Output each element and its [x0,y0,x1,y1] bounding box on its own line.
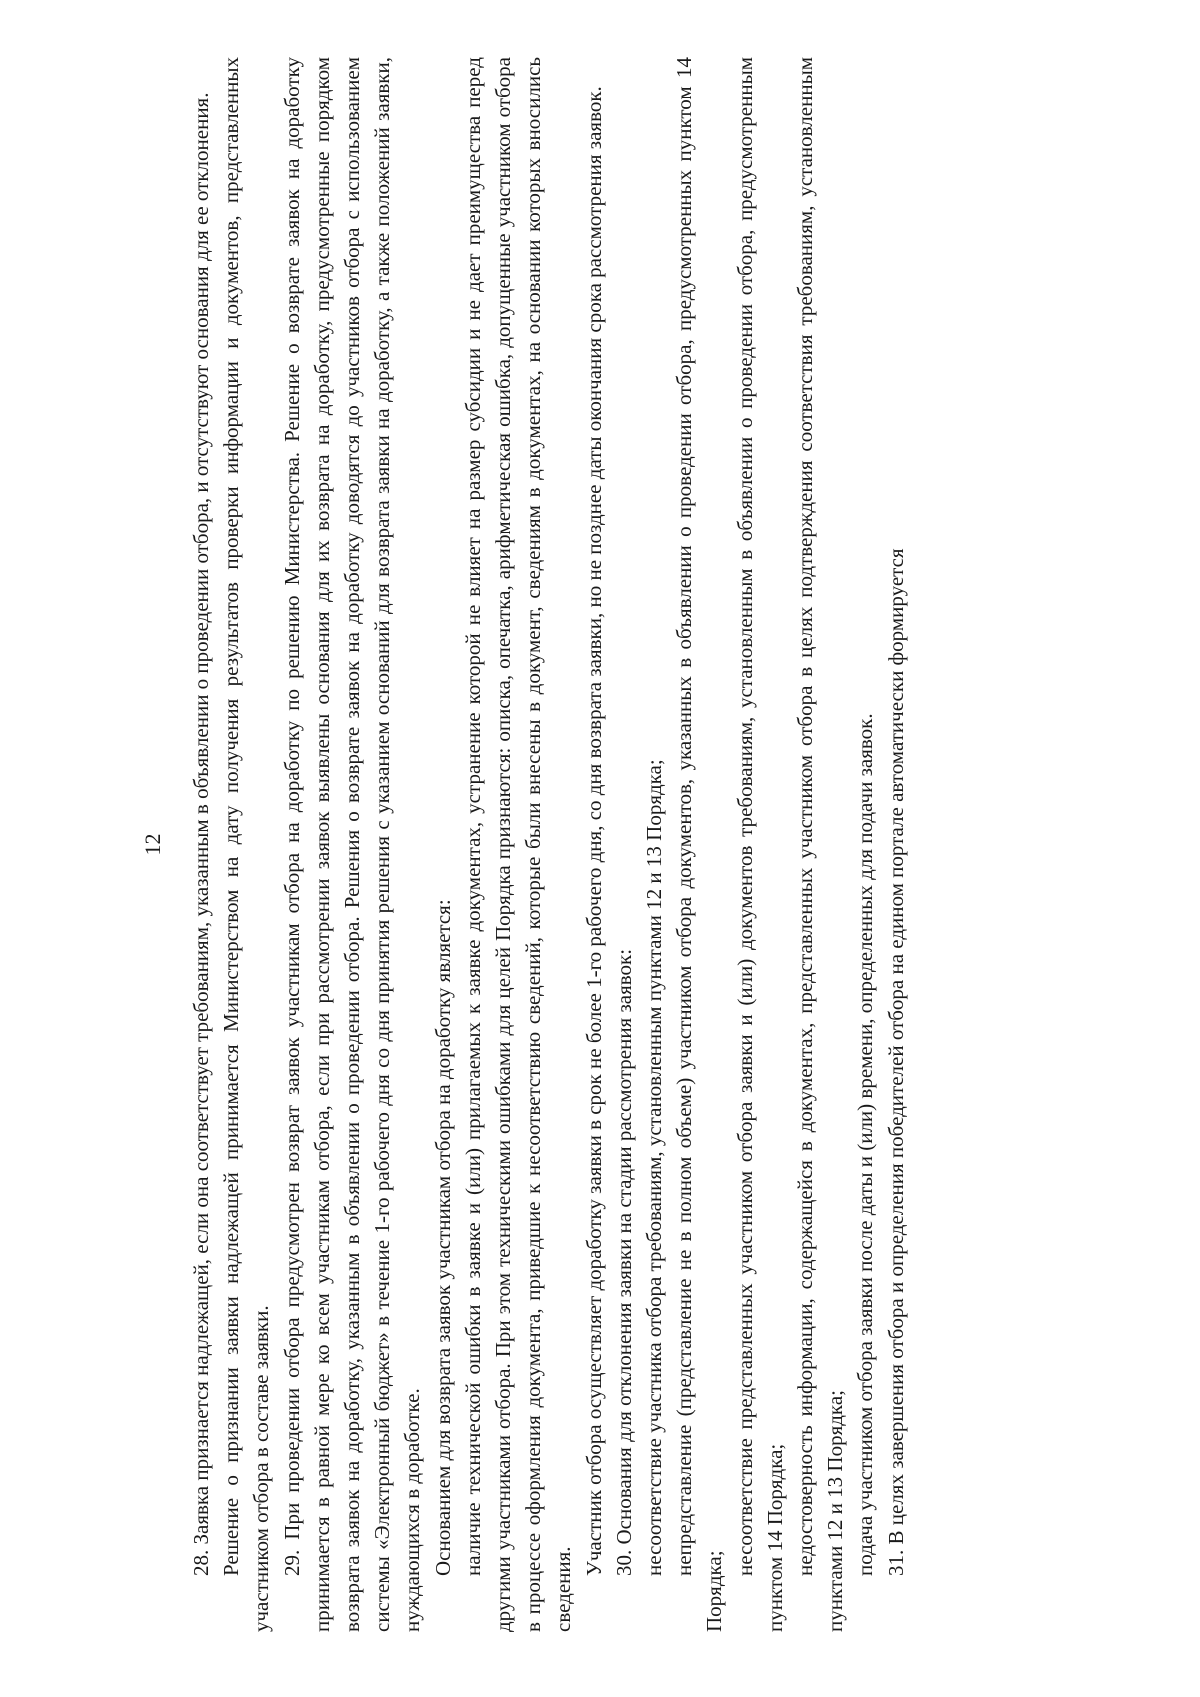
paragraph-30-item-1: несоответствие участника отбора требованиям, установленным пунктами 12 и 13 Порядка; [642,759,667,1576]
paragraph-29: 29. При проведении отбора предусмотрен возврат заявок участникам отбора на доработку по решению Министерства. Решение о возврате заявок на доработку принимается в равной мере ко всем участникам отбора, если при рассмотрении заявок выявлены основания для их возврата на доработку, предусмотренные порядком возврата заявок на доработку, указанным в объявлении о проведении отбора. Решения о возврате заявок на доработку доводятся до участников отбора с использованием системы «Электронный бюджет» в течение 1-го рабочего дня со дня принятия решения с указанием оснований для возврата заявки на доработку, а также положений заявки, нуждающихся в доработке. [279,57,425,1632]
paragraph-technical-error: наличие технической ошибки в заявке и (или) прилагаемых к заявке документах, устранение которой не влияет на размер субсидии и не дает преимущества перед другими участниками отбора. При этом техническими ошибками для целей Порядка признаются: описка, опечатка, арифметическая ошибка, допущенные участником отбора в процессе оформления документа, приведшие к несоответствию сведений, которые были внесены в документ, сведениям в документах, на основании которых вносились сведения. [460,57,576,1632]
paragraph-28-decision: Решение о признании заявки надлежащей принимается Министерством на дату получения результатов проверки информации и документов, представленных участником отбора в составе заявки. [219,57,274,1632]
rotated-page-content [140,57,1060,1632]
paragraph-30-item-3: несоответствие представленных участником отбора заявки и (или) документов требованиям, установленным в объявлении о проведении отбора, предусмотренным пунктом 14 Порядка; [732,57,787,1632]
paragraph-28: 28. Заявка признается надлежащей, если она соответствует требованиям, указанным в объявлении о проведении отбора, и отсутствуют основания для ее отклонения. [189,92,213,1576]
paragraph-revision-deadline: Участник отбора осуществляет доработку заявки в срок не более 1-го рабочего дня, со дня возврата заявки, но не позднее даты окончания срока рассмотрения заявок. [581,86,606,1576]
paragraph-30: 30. Основания для отклонения заявки на стадии рассмотрения заявок: [611,948,636,1576]
page-number: 12 [140,833,165,856]
paragraph-30-item-5: подача участником отбора заявки после даты и (или) времени, определенных для подачи заявок. [853,713,878,1576]
paragraph-30-item-4: недостоверность информации, содержащейся в документах, представленных участником отбора в целях подтверждения соответствия требованиям, установленным пунктами 12 и 13 Порядка; [793,57,848,1632]
paragraph-return-basis: Основанием для возврата заявок участникам отбора на доработку является: [430,899,455,1576]
paragraph-31: 31. В целях завершения отбора и определения победителей отбора на едином портале автоматически формируется [883,548,908,1576]
body-text [186,57,911,1632]
paragraph-30-item-2: непредставление (представление не в полном объеме) участником отбора документов, указанных в объявлении о проведении отбора, предусмотренных пунктом 14 Порядка; [672,57,727,1632]
